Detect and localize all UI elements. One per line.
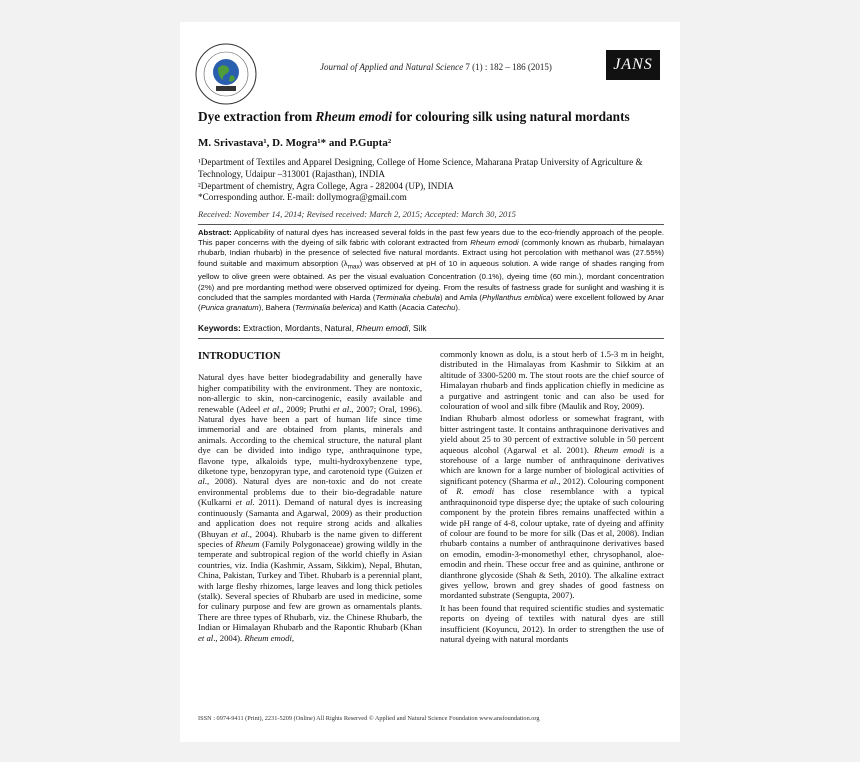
right-column — [440, 349, 664, 646]
received-dates: Received: November 14, 2014; Revised received: March 2, 2015; Accepted: March 30, 2015 — [198, 209, 516, 219]
intro-paragraph: Natural dyes have better biodegradability and generally have higher compatibility with the environment. They are nontoxic, non-allergic to skin, non-carcinogenic, easily available and renewable (Adeel et al., 2009; Pruthi et al., 2007; Oral, 1996). Natural dyes have been a part of human life since time immemorial and are obtained from plants, minerals and animals. According to the chemical structure, the natural plant dye can be divided into indigo type, anthraquinone type, flavone type, alkaloids type, multi-hydroxybenzene type, diketone type, benzopyran type, and carotenoid type (Guizen et al., 2008). Natural dyes are non-toxic and do not create environmental problems due to their bio-degradable nature (Kulkarni et al. 2011). Demand of natural dyes is increasing continuously (Samanta and Agarwal, 2009) as their production and application does not require strong acids and alkalies (Bhuyan et al., 2004). Rhubarb is the name given to different species of Rheum (Family Polygonaceae) growing wildly in the temperate and subtropical region of the world chiefly in Asian countries, viz. India (Kashmir, Assam, Sikkim), Nepal, Bhutan, China, Pakistan, Turkey and Tibet. Rhubarb is a perennial plant, with large fleshy rhizomes, large leaves and long thick petioles (stalk). Several species of Rhubarb are used in medicine, some for culinary purpose and few are grown as ornamentals plants. There are three types of Rhubarb, viz. the Chinese Rhubarb, the Indian or Himalayan Rhubarb and the Rapontic Rhubarb (Khan et al., 2004). Rheum emodi, — [198, 372, 423, 643]
paper-page — [180, 22, 680, 742]
section-heading-introduction: INTRODUCTION — [198, 351, 281, 362]
affiliation-2: ²Department of chemistry, Agra College, Agra - 282004 (UP), INDIA — [198, 180, 454, 191]
journal-badge: JANS — [606, 50, 660, 80]
footer: ISSN : 0974-9411 (Print), 2231-5209 (Online) All Rights Reserved © Applied and Natural Science Foundation www.ansfoundation.org — [198, 715, 540, 722]
right-paragraph-3: It has been found that required scientific studies and systematic reports on dyeing of textiles with natural dyes are still insufficient (Koyuncu, 2012). In order to strengthen the use of natural dyeing with natural mordants — [440, 602, 664, 644]
corresponding-author: *Corresponding author. E-mail: dollymogra@gmail.com — [198, 192, 407, 203]
right-paragraph-2: Indian Rhubarb almost odorless or somewhat fragrant, with bitter astringent taste. It contains anthraquinone derivatives and yield about 25 to 30 percent of extractive soluble in 50 percent aqueous alcohol (Agarwal et al. 2001). Rheum emodi is a storehouse of a large number of anthraquinone derivatives which are known for a large number of biological activities of significant potency (Sharma et al., 2012). Colouring component of R. emodi has close resemblance with a typical anthraquinonoid type disperse dye; the uptake of such colouring component by the protein fibres remains unaffected within a wide pH range of 4-8, colour uptake, rate of dyeing and affinity of colour are found to be more for silk (Das et al, 2008). Indian rhubarb contains a number of anthraquinone derivatives based on emodin, emodin-3-monomethyl ether, chrysophanol, aloe-emodin and rhein. These occur free and as quinine, anthrone or dianthrone glycoside (Shah & Seth, 2010). The alkaline extract gives yellow, brown and grey shades of good fastness on mordanted substrate (Sengupta, 2007). — [440, 413, 664, 601]
abstract: Abstract: Applicability of natural dyes has increased several folds in the past few years due to the eco-friendly approach of the people. This paper concerns with the dyeing of silk fabric with colorant extracted from Rheum emodi (commonly known as rhubarb, himalayan rhubarb, Indian rhubarb) in the presence of selected five natural mordants. Extract using hot percolation with methanol was (27.55%) found suitable and maximum absorption $(\lambda_{max})$ was observed at pH of 10 in aqueous solution. A wide range of shades ranging from yellow to olive green were obtained. As per the visual evaluation Concentration (0.1%), dyeing time (60 min.), mordant concentration (2%) and pre mordanting method were observed optimized for dyeing. From the results of fastness grade for sunlight and washing it is concluded that the samples mordanted with Harda (Terminalia chebula) and Amla (Phyllanthus emblica) were excellent followed by Anar (Punica granatum), Bahera (Terminalia belerica) and Katth (Acacia Catechu). — [198, 228, 665, 312]
left-column — [198, 352, 422, 645]
paper-title: Dye extraction from Rheum emodi for colouring silk using natural mordants — [198, 109, 630, 124]
keywords: Keywords: Extraction, Mordants, Natural, Rheum emodi, Silk — [198, 323, 427, 333]
affiliations — [198, 157, 664, 204]
affiliation-1: ¹Department of Textiles and Apparel Designing, College of Home Science, Maharana Pratap University of Agriculture & Technology, Udaipur –313001 (Rajasthan), INDIA — [198, 157, 643, 179]
abstract-bottom-rule — [198, 338, 664, 339]
abstract-top-rule — [198, 224, 664, 225]
right-paragraph-1: commonly known as dolu, is a stout herb of 1.5-3 m in height, distributed in the Himalayas from Kashmir to Sikkim at an altitude of 3300-5200 m. The stout roots are the chief source of Himalayan rhubarb and finds application chiefly in medicine as a purgative and astringent tonic and can also be used for colouration of wool and silk fibre (Maulik and Roy, 2009). — [440, 349, 664, 412]
journal-logo — [194, 42, 258, 106]
authors: M. Srivastava¹, D. Mogra¹* and P.Gupta² — [198, 137, 392, 149]
journal-citation: Journal of Applied and Natural Science 7 (1) : 182 – 186 (2015) — [320, 62, 552, 72]
